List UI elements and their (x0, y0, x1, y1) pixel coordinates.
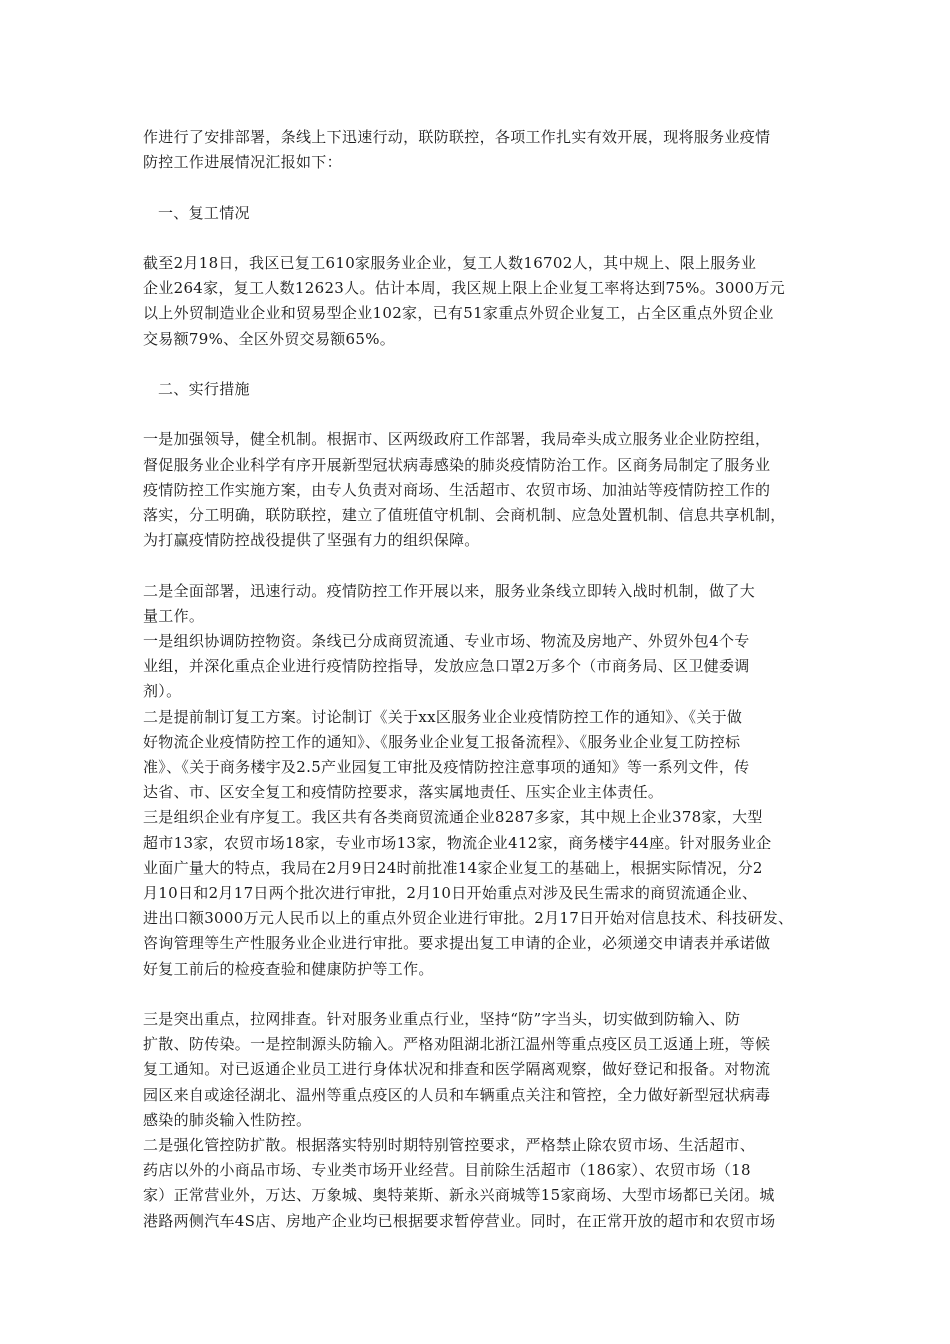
blank-line (143, 175, 823, 200)
text-line: 业组，并深化重点企业进行疫情防控指导，发放应急口罩2万多个（市商务局、区卫健委调 (143, 657, 750, 676)
text-line: 好复工前后的检疫查验和健康防护等工作。 (143, 959, 434, 978)
text-line: 剂）。 (143, 682, 182, 701)
document-body (143, 125, 823, 1234)
text-line: 进出口额3000万元人民币以上的重点外贸企业进行审批。2月17日开始对信息技术、科技研发、 (143, 909, 794, 928)
blank-line (143, 982, 823, 1007)
blank-line (143, 352, 823, 377)
text-line: 截至2月18日，我区已复工610家服务业企业，复工人数16702人，其中规上、限上服务业 (143, 253, 757, 272)
text-line: 扩散、防传染。一是控制源头防输入。严格劝阻湖北浙江温州等重点疫区员工返通上班，等候 (143, 1035, 771, 1054)
text-line: 二是全面部署，迅速行动。疫情防控工作开展以来，服务业条线立即转入战时机制，做了大 (143, 581, 756, 600)
text-line: 督促服务业企业科学有序开展新型冠状病毒感染的肺炎疫情防治工作。区商务局制定了服务业 (143, 455, 771, 474)
text-line: 落实，分工明确，联防联控，建立了值班值守机制、会商机制、应急处置机制、信息共享机制， (143, 505, 786, 524)
blank-line (143, 402, 823, 427)
text-line: 药店以外的小商品市场、专业类市场开业经营。目前除生活超市（186家）、农贸市场（18 (143, 1161, 751, 1180)
text-line: 为打赢疫情防控战役提供了坚强有力的组织保障。 (143, 531, 480, 550)
text-line: 感染的肺炎输入性防控。 (143, 1110, 312, 1129)
text-line: 作进行了安排部署，条线上下迅速行动，联防联控，各项工作扎实有效开展，现将服务业疫情 (143, 128, 771, 146)
text-line: 月10日和2月17日两个批次进行审批，2月10日开始重点对涉及民生需求的商贸流通企业、 (143, 884, 758, 903)
text-line: 超市13家，农贸市场18家，专业市场13家，物流企业412家，商务楼宇44座。针对服务业企 (143, 833, 772, 852)
text-line: 达省、市、区安全复工和疫情防控要求，落实属地责任、压实企业主体责任。 (143, 783, 664, 802)
section-heading: 一、复工情况 (158, 203, 250, 222)
text-line: 复工通知。对已返通企业员工进行身体状况和排查和医学隔离观察，做好登记和报备。对物流 (143, 1060, 771, 1079)
text-line: 一是加强领导，健全机制。根据市、区两级政府工作部署，我局牵头成立服务业企业防控组， (143, 430, 771, 449)
text-line: 好物流企业疫情防控工作的通知》、《服务业企业复工报备流程》、《服务业企业复工防控标 (143, 732, 741, 751)
text-line: 业面广量大的特点，我局在2月9日24时前批准14家企业复工的基础上，根据实际情况，分2 (143, 858, 763, 877)
text-line: 家）正常营业外，万达、万象城、奥特莱斯、新永兴商城等15家商场、大型市场都已关闭。城 (143, 1186, 775, 1205)
text-line: 量工作。 (143, 606, 205, 625)
blank-line (143, 553, 823, 578)
text-line: 企业264家，复工人数12623人。估计本周，我区规上限上企业复工率将达到75%。3000万元 (143, 279, 785, 298)
text-line: 准》、《关于商务楼宇及2.5产业园复工审批及疫情防控注意事项的通知》等一系列文件，传 (143, 758, 750, 776)
text-line: 二是提前制订复工方案。讨论制订《关于xx区服务业企业疫情防控工作的通知》、《关于做 (143, 707, 743, 726)
text-line: 港路两侧汽车4S店、房地产企业均已根据要求暂停营业。同时，在正常开放的超市和农贸市场 (143, 1211, 776, 1230)
text-line: 疫情防控工作实施方案，由专人负责对商场、生活超市、农贸市场、加油站等疫情防控工作的 (143, 480, 771, 499)
text-line: 一是组织协调防控物资。条线已分成商贸流通、专业市场、物流及房地产、外贸外包4个专 (143, 631, 750, 650)
text-line: 三是突出重点，拉网排查。针对服务业重点行业，坚持“防”字当头，切实做到防输入、防 (143, 1010, 741, 1029)
text-line: 咨询管理等生产性服务业企业进行审批。要求提出复工申请的企业，必须递交申请表并承诺做 (143, 934, 771, 953)
text-line: 二是强化管控防扩散。根据落实特别时期特别管控要求，严格禁止除农贸市场、生活超市、 (143, 1136, 756, 1155)
text-line: 以上外贸制造业企业和贸易型企业102家，已有51家重点外贸企业复工，占全区重点外贸企业 (143, 304, 774, 323)
text-line: 交易额79%、全区外贸交易额65%。 (143, 329, 396, 348)
text-line: 三是组织企业有序复工。我区共有各类商贸流通企业8287多家，其中规上企业378家，大型 (143, 808, 763, 827)
section-heading: 二、实行措施 (158, 379, 250, 398)
blank-line (143, 226, 823, 251)
text-line: 园区来自或途径湖北、温州等重点疫区的人员和车辆重点关注和管控，全力做好新型冠状病毒 (143, 1085, 771, 1104)
text-line: 防控工作进展情况汇报如下： (143, 153, 342, 172)
